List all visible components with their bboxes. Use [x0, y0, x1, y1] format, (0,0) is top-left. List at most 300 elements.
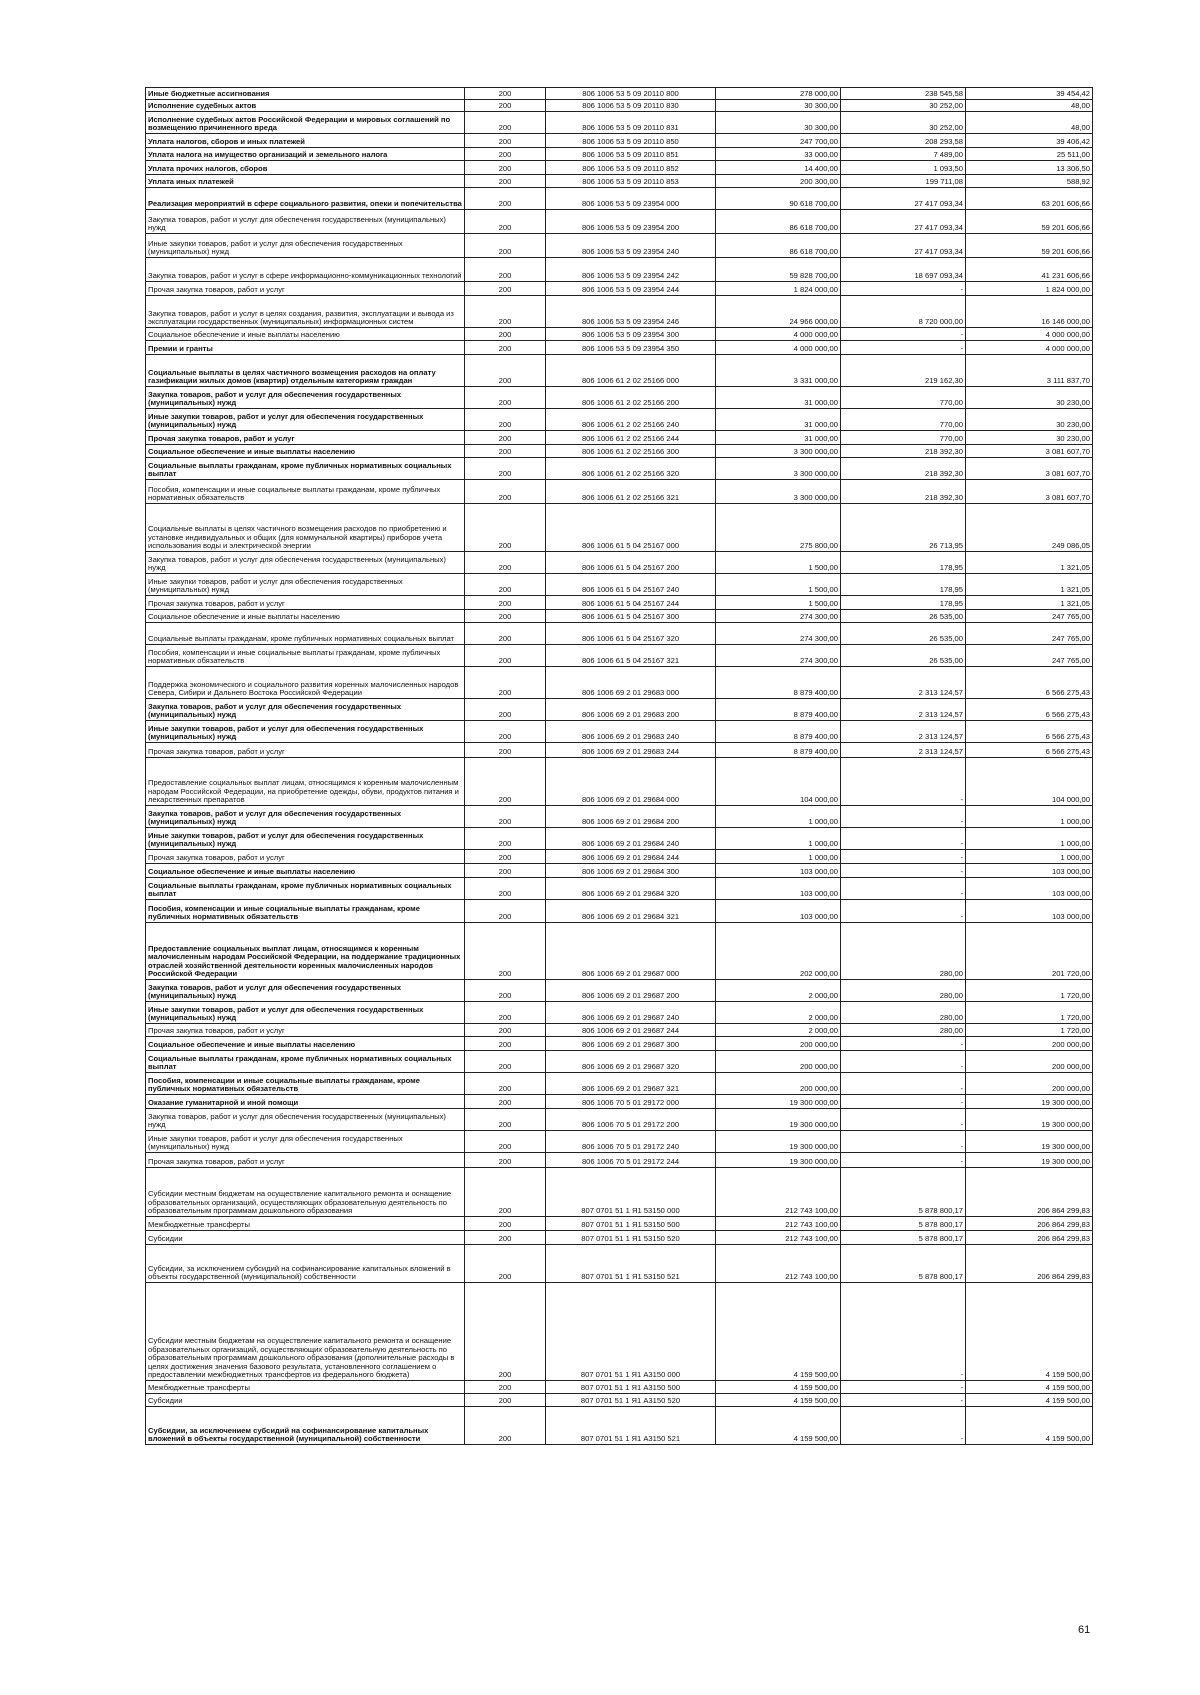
row-name-cell: Прочая закупка товаров, работ и услуг: [146, 596, 465, 610]
row-classification-cell: 806 1006 53 5 09 23954 000: [546, 188, 716, 210]
row-executed-cell: -: [841, 758, 966, 806]
row-remaining-cell: 200 000,00: [966, 1073, 1093, 1095]
row-remaining-cell: 247 765,00: [966, 645, 1093, 667]
row-approved-cell: 200 300,00: [716, 175, 841, 188]
row-code-cell: 200: [465, 878, 546, 900]
row-remaining-cell: 19 300 000,00: [966, 1131, 1093, 1153]
row-approved-cell: 274 300,00: [716, 610, 841, 623]
row-code-cell: 200: [465, 296, 546, 328]
table-row: [146, 900, 1093, 923]
row-name-cell: Закупка товаров, работ и услуг для обеспечения государственных (муниципальных) нужд: [146, 387, 465, 409]
row-name-cell: Социальные выплаты гражданам, кроме публичных нормативных социальных выплат: [146, 1051, 465, 1073]
table-row: [146, 610, 1093, 623]
row-name-cell: Закупка товаров, работ и услуг для обеспечения государственных (муниципальных) нужд: [146, 699, 465, 721]
row-remaining-cell: 6 566 275,43: [966, 667, 1093, 699]
row-remaining-cell: 1 321,05: [966, 552, 1093, 574]
row-executed-cell: 280,00: [841, 923, 966, 980]
row-executed-cell: 2 313 124,57: [841, 699, 966, 721]
row-remaining-cell: 4 000 000,00: [966, 328, 1093, 341]
row-classification-cell: 806 1006 70 5 01 29172 240: [546, 1131, 716, 1153]
table-row: [146, 148, 1093, 161]
row-classification-cell: 806 1006 69 2 01 29687 321: [546, 1073, 716, 1095]
row-name-cell: Пособия, компенсации и иные социальные выплаты гражданам, кроме публичных нормативных обязательств: [146, 480, 465, 504]
row-remaining-cell: 6 566 275,43: [966, 743, 1093, 758]
table-row: [146, 574, 1093, 596]
row-classification-cell: 806 1006 69 2 01 29684 320: [546, 878, 716, 900]
row-code-cell: 200: [465, 458, 546, 480]
table-row: [146, 355, 1093, 387]
table-row: [146, 88, 1093, 100]
row-name-cell: Премии и гранты: [146, 341, 465, 355]
row-code-cell: 200: [465, 596, 546, 610]
row-name-cell: Иные закупки товаров, работ и услуг для обеспечения государственных (муниципальных) нужд: [146, 721, 465, 743]
row-classification-cell: 806 1006 69 2 01 29684 000: [546, 758, 716, 806]
row-remaining-cell: 200 000,00: [966, 1051, 1093, 1073]
row-classification-cell: 806 1006 53 5 09 23954 240: [546, 234, 716, 258]
row-remaining-cell: 206 864 299,83: [966, 1245, 1093, 1283]
row-code-cell: 200: [465, 1231, 546, 1245]
row-name-cell: Субсидии: [146, 1231, 465, 1245]
row-code-cell: 200: [465, 1109, 546, 1131]
row-code-cell: 200: [465, 806, 546, 828]
row-name-cell: Предоставление социальных выплат лицам, относящимся к коренным малочисленным народам Российской Федерации, на приобретение одежды, обуви, продуктов питания и лекарственных препаратов: [146, 758, 465, 806]
row-executed-cell: -: [841, 878, 966, 900]
row-approved-cell: 30 300,00: [716, 100, 841, 112]
row-approved-cell: 4 159 500,00: [716, 1381, 841, 1394]
row-approved-cell: 14 400,00: [716, 161, 841, 175]
table-row: [146, 1283, 1093, 1381]
row-approved-cell: 212 743 100,00: [716, 1231, 841, 1245]
table-row: [146, 828, 1093, 850]
row-code-cell: 200: [465, 1381, 546, 1394]
row-code-cell: 200: [465, 210, 546, 234]
table-row: [146, 645, 1093, 667]
row-classification-cell: 806 1006 53 5 09 20110 850: [546, 134, 716, 148]
row-name-cell: Уплата иных платежей: [146, 175, 465, 188]
row-approved-cell: 1 000,00: [716, 850, 841, 864]
row-approved-cell: 278 000,00: [716, 88, 841, 100]
row-approved-cell: 8 879 400,00: [716, 667, 841, 699]
row-code-cell: 200: [465, 864, 546, 878]
row-code-cell: 200: [465, 134, 546, 148]
row-approved-cell: 3 300 000,00: [716, 445, 841, 458]
row-name-cell: Социальные выплаты в целях частичного возмещения расходов на оплату газификации жилых домов (квартир) отдельным категориям граждан: [146, 355, 465, 387]
row-name-cell: Иные закупки товаров, работ и услуг для обеспечения государственных (муниципальных) нужд: [146, 828, 465, 850]
row-executed-cell: 2 313 124,57: [841, 667, 966, 699]
row-name-cell: Иные закупки товаров, работ и услуг для обеспечения государственных (муниципальных) нужд: [146, 409, 465, 431]
row-code-cell: 200: [465, 743, 546, 758]
row-approved-cell: 19 300 000,00: [716, 1131, 841, 1153]
row-classification-cell: 806 1006 69 2 01 29687 000: [546, 923, 716, 980]
table-row: [146, 112, 1093, 134]
row-approved-cell: 86 618 700,00: [716, 234, 841, 258]
table-row: [146, 328, 1093, 341]
row-code-cell: 200: [465, 900, 546, 923]
row-executed-cell: -: [841, 1381, 966, 1394]
row-name-cell: Социальные выплаты гражданам, кроме публичных нормативных социальных выплат: [146, 458, 465, 480]
row-code-cell: 200: [465, 100, 546, 112]
row-approved-cell: 274 300,00: [716, 623, 841, 645]
row-remaining-cell: 30 230,00: [966, 409, 1093, 431]
row-approved-cell: 2 000,00: [716, 1024, 841, 1037]
row-code-cell: 200: [465, 504, 546, 552]
row-classification-cell: 806 1006 53 5 09 20110 830: [546, 100, 716, 112]
row-classification-cell: 806 1006 69 2 01 29683 200: [546, 699, 716, 721]
row-name-cell: Прочая закупка товаров, работ и услуг: [146, 743, 465, 758]
row-executed-cell: 30 252,00: [841, 112, 966, 134]
row-classification-cell: 806 1006 69 2 01 29683 000: [546, 667, 716, 699]
table-row: [146, 341, 1093, 355]
row-name-cell: Поддержка экономического и социального развития коренных малочисленных народов Севера, Сибири и Дальнего Востока Российской Федерации: [146, 667, 465, 699]
row-executed-cell: -: [841, 864, 966, 878]
table-row: [146, 258, 1093, 282]
table-row: [146, 1024, 1093, 1037]
row-remaining-cell: 3 081 607,70: [966, 445, 1093, 458]
row-executed-cell: -: [841, 282, 966, 296]
row-name-cell: Пособия, компенсации и иные социальные выплаты гражданам, кроме публичных нормативных обязательств: [146, 900, 465, 923]
row-classification-cell: 806 1006 53 5 09 23954 200: [546, 210, 716, 234]
row-approved-cell: 212 743 100,00: [716, 1245, 841, 1283]
row-classification-cell: 806 1006 53 5 09 20110 851: [546, 148, 716, 161]
row-remaining-cell: 39 454,42: [966, 88, 1093, 100]
row-approved-cell: 4 159 500,00: [716, 1283, 841, 1381]
row-executed-cell: 280,00: [841, 980, 966, 1002]
row-remaining-cell: 4 159 500,00: [966, 1394, 1093, 1407]
row-approved-cell: 2 000,00: [716, 980, 841, 1002]
row-classification-cell: 806 1006 69 2 01 29687 240: [546, 1002, 716, 1024]
row-classification-cell: 806 1006 69 2 01 29683 240: [546, 721, 716, 743]
row-name-cell: Закупка товаров, работ и услуг для обеспечения государственных (муниципальных) нужд: [146, 806, 465, 828]
row-executed-cell: 208 293,58: [841, 134, 966, 148]
row-code-cell: 200: [465, 341, 546, 355]
row-name-cell: Прочая закупка товаров, работ и услуг: [146, 850, 465, 864]
row-approved-cell: 19 300 000,00: [716, 1153, 841, 1168]
row-remaining-cell: 19 300 000,00: [966, 1153, 1093, 1168]
row-executed-cell: 770,00: [841, 431, 966, 445]
row-name-cell: Прочая закупка товаров, работ и услуг: [146, 282, 465, 296]
row-code-cell: 200: [465, 188, 546, 210]
row-executed-cell: -: [841, 1109, 966, 1131]
row-name-cell: Прочая закупка товаров, работ и услуг: [146, 431, 465, 445]
row-remaining-cell: 3 081 607,70: [966, 458, 1093, 480]
row-code-cell: 200: [465, 667, 546, 699]
row-remaining-cell: 1 000,00: [966, 828, 1093, 850]
row-executed-cell: -: [841, 806, 966, 828]
table-row: [146, 445, 1093, 458]
row-approved-cell: 19 300 000,00: [716, 1095, 841, 1109]
row-code-cell: 200: [465, 1283, 546, 1381]
row-remaining-cell: 1 321,05: [966, 574, 1093, 596]
row-approved-cell: 24 966 000,00: [716, 296, 841, 328]
row-approved-cell: 4 000 000,00: [716, 328, 841, 341]
row-code-cell: 200: [465, 1153, 546, 1168]
row-code-cell: 200: [465, 1131, 546, 1153]
page-number: 61: [1078, 1624, 1091, 1636]
row-name-cell: Иные закупки товаров, работ и услуг для обеспечения государственных (муниципальных) нужд: [146, 1131, 465, 1153]
row-remaining-cell: 4 159 500,00: [966, 1283, 1093, 1381]
row-approved-cell: 31 000,00: [716, 409, 841, 431]
row-classification-cell: 806 1006 53 5 09 23954 242: [546, 258, 716, 282]
row-code-cell: 200: [465, 1168, 546, 1217]
row-name-cell: Иные закупки товаров, работ и услуг для обеспечения государственных (муниципальных) нужд: [146, 574, 465, 596]
row-classification-cell: 806 1006 70 5 01 29172 200: [546, 1109, 716, 1131]
table-row: [146, 234, 1093, 258]
row-name-cell: Социальные выплаты гражданам, кроме публичных нормативных социальных выплат: [146, 623, 465, 645]
row-executed-cell: -: [841, 341, 966, 355]
row-classification-cell: 806 1006 61 2 02 25166 300: [546, 445, 716, 458]
row-name-cell: Закупка товаров, работ и услуг в целях создания, развития, эксплуатации и вывода из эксплуатации государственных (муниципальных) информационных систем: [146, 296, 465, 328]
row-executed-cell: 5 878 800,17: [841, 1231, 966, 1245]
row-name-cell: Социальные выплаты гражданам, кроме публичных нормативных социальных выплат: [146, 878, 465, 900]
row-approved-cell: 8 879 400,00: [716, 721, 841, 743]
row-approved-cell: 103 000,00: [716, 900, 841, 923]
row-name-cell: Субсидии, за исключением субсидий на софинансирование капитальных вложений в объекты государственной (муниципальной) собственности: [146, 1407, 465, 1445]
row-code-cell: 200: [465, 645, 546, 667]
row-classification-cell: 806 1006 69 2 01 29687 200: [546, 980, 716, 1002]
row-remaining-cell: 3 081 607,70: [966, 480, 1093, 504]
row-approved-cell: 19 300 000,00: [716, 1109, 841, 1131]
row-code-cell: 200: [465, 758, 546, 806]
row-remaining-cell: 30 230,00: [966, 431, 1093, 445]
row-remaining-cell: 16 146 000,00: [966, 296, 1093, 328]
row-executed-cell: 2 313 124,57: [841, 721, 966, 743]
row-code-cell: 200: [465, 480, 546, 504]
table-row: [146, 296, 1093, 328]
table-row: [146, 1381, 1093, 1394]
table-row: [146, 1037, 1093, 1051]
row-name-cell: Межбюджетные трансферты: [146, 1217, 465, 1231]
row-name-cell: Социальное обеспечение и иные выплаты населению: [146, 610, 465, 623]
row-approved-cell: 31 000,00: [716, 387, 841, 409]
table-row: [146, 175, 1093, 188]
row-remaining-cell: 13 306,50: [966, 161, 1093, 175]
row-approved-cell: 212 743 100,00: [716, 1217, 841, 1231]
row-remaining-cell: 1 720,00: [966, 1002, 1093, 1024]
row-code-cell: 200: [465, 1245, 546, 1283]
row-approved-cell: 103 000,00: [716, 864, 841, 878]
row-executed-cell: -: [841, 828, 966, 850]
row-code-cell: 200: [465, 234, 546, 258]
row-approved-cell: 4 000 000,00: [716, 341, 841, 355]
row-remaining-cell: 206 864 299,83: [966, 1168, 1093, 1217]
row-classification-cell: 806 1006 53 5 09 20110 853: [546, 175, 716, 188]
row-classification-cell: 806 1006 70 5 01 29172 244: [546, 1153, 716, 1168]
row-approved-cell: 4 159 500,00: [716, 1407, 841, 1445]
row-classification-cell: 806 1006 69 2 01 29687 244: [546, 1024, 716, 1037]
row-classification-cell: 806 1006 70 5 01 29172 000: [546, 1095, 716, 1109]
row-executed-cell: 5 878 800,17: [841, 1217, 966, 1231]
row-name-cell: Субсидии местным бюджетам на осуществление капитального ремонта и оснащение образовательных организаций, осуществляющих образовательную деятельность по образовательным программам дошкольного образования (дополнительные расходы в целях достижения значения базового результата, установленного соглашением о предоставлении межбюджетных трансфертов из федерального бюджета): [146, 1283, 465, 1381]
table-row: [146, 1002, 1093, 1024]
table-row: [146, 864, 1093, 878]
row-approved-cell: 275 800,00: [716, 504, 841, 552]
table-row: [146, 1217, 1093, 1231]
row-name-cell: Закупка товаров, работ и услуг в сфере информационно-коммуникационных технологий: [146, 258, 465, 282]
row-executed-cell: 770,00: [841, 409, 966, 431]
row-executed-cell: 218 392,30: [841, 458, 966, 480]
row-remaining-cell: 1 720,00: [966, 1024, 1093, 1037]
row-name-cell: Уплата прочих налогов, сборов: [146, 161, 465, 175]
row-approved-cell: 4 159 500,00: [716, 1394, 841, 1407]
table-row: [146, 480, 1093, 504]
row-name-cell: Уплата налогов, сборов и иных платежей: [146, 134, 465, 148]
row-executed-cell: 218 392,30: [841, 445, 966, 458]
row-approved-cell: 3 300 000,00: [716, 458, 841, 480]
row-classification-cell: 806 1006 69 2 01 29683 244: [546, 743, 716, 758]
row-name-cell: Оказание гуманитарной и иной помощи: [146, 1095, 465, 1109]
row-approved-cell: 31 000,00: [716, 431, 841, 445]
row-executed-cell: 178,95: [841, 552, 966, 574]
row-code-cell: 200: [465, 1095, 546, 1109]
row-name-cell: Прочая закупка товаров, работ и услуг: [146, 1153, 465, 1168]
table-row: [146, 1245, 1093, 1283]
row-classification-cell: 806 1006 69 2 01 29687 300: [546, 1037, 716, 1051]
row-code-cell: 200: [465, 828, 546, 850]
row-code-cell: 200: [465, 431, 546, 445]
row-approved-cell: 30 300,00: [716, 112, 841, 134]
row-remaining-cell: 1 000,00: [966, 850, 1093, 864]
row-name-cell: Закупка товаров, работ и услуг для обеспечения государственных (муниципальных) нужд: [146, 210, 465, 234]
row-executed-cell: 199 711,08: [841, 175, 966, 188]
row-classification-cell: 806 1006 61 2 02 25166 200: [546, 387, 716, 409]
row-executed-cell: -: [841, 1073, 966, 1095]
row-executed-cell: -: [841, 900, 966, 923]
row-executed-cell: -: [841, 1131, 966, 1153]
row-executed-cell: 26 535,00: [841, 645, 966, 667]
row-name-cell: Социальное обеспечение и иные выплаты населению: [146, 864, 465, 878]
row-code-cell: 200: [465, 721, 546, 743]
row-name-cell: Социальные выплаты в целях частичного возмещения расходов по приобретению и установке индивидуальных и общих (для коммунальной квартиры) приборов учета использования воды и электрической энергии: [146, 504, 465, 552]
table-row: [146, 806, 1093, 828]
row-remaining-cell: 19 300 000,00: [966, 1109, 1093, 1131]
row-approved-cell: 3 300 000,00: [716, 480, 841, 504]
row-code-cell: 200: [465, 445, 546, 458]
row-executed-cell: 178,95: [841, 574, 966, 596]
row-executed-cell: 8 720 000,00: [841, 296, 966, 328]
row-classification-cell: 806 1006 61 5 04 25167 200: [546, 552, 716, 574]
row-code-cell: 200: [465, 1073, 546, 1095]
row-name-cell: Межбюджетные трансферты: [146, 1381, 465, 1394]
row-remaining-cell: 206 864 299,83: [966, 1217, 1093, 1231]
table-row: [146, 552, 1093, 574]
row-approved-cell: 212 743 100,00: [716, 1168, 841, 1217]
row-approved-cell: 2 000,00: [716, 1002, 841, 1024]
row-executed-cell: -: [841, 328, 966, 341]
row-executed-cell: 18 697 093,34: [841, 258, 966, 282]
budget-execution-table: [145, 87, 1093, 1445]
row-remaining-cell: 41 231 606,66: [966, 258, 1093, 282]
row-name-cell: Субсидии, за исключением субсидий на софинансирование капитальных вложений в объекты государственной (муниципальной) собственности: [146, 1245, 465, 1283]
row-remaining-cell: 25 511,00: [966, 148, 1093, 161]
row-classification-cell: 807 0701 51 1 Я1 А3150 520: [546, 1394, 716, 1407]
row-remaining-cell: 1 321,05: [966, 596, 1093, 610]
row-name-cell: Уплата налога на имущество организаций и земельного налога: [146, 148, 465, 161]
row-approved-cell: 1 000,00: [716, 828, 841, 850]
row-code-cell: 200: [465, 699, 546, 721]
row-approved-cell: 1 824 000,00: [716, 282, 841, 296]
row-name-cell: Исполнение судебных актов Российской Федерации и мировых соглашений по возмещению причиненного вреда: [146, 112, 465, 134]
row-code-cell: 200: [465, 1051, 546, 1073]
row-remaining-cell: 59 201 606,66: [966, 234, 1093, 258]
row-classification-cell: 806 1006 61 5 04 25167 000: [546, 504, 716, 552]
row-name-cell: Иные бюджетные ассигнования: [146, 88, 465, 100]
table-row: [146, 431, 1093, 445]
table-row: [146, 623, 1093, 645]
row-executed-cell: 280,00: [841, 1002, 966, 1024]
row-name-cell: Социальное обеспечение и иные выплаты населению: [146, 1037, 465, 1051]
row-classification-cell: 807 0701 51 1 Я1 А3150 500: [546, 1381, 716, 1394]
row-classification-cell: 806 1006 53 5 09 20110 800: [546, 88, 716, 100]
row-remaining-cell: 1 824 000,00: [966, 282, 1093, 296]
row-remaining-cell: 201 720,00: [966, 923, 1093, 980]
table-row: [146, 161, 1093, 175]
table-row: [146, 980, 1093, 1002]
table-row: [146, 923, 1093, 980]
row-remaining-cell: 30 230,00: [966, 387, 1093, 409]
row-code-cell: 200: [465, 1407, 546, 1445]
row-code-cell: 200: [465, 88, 546, 100]
row-classification-cell: 806 1006 69 2 01 29684 200: [546, 806, 716, 828]
row-remaining-cell: 4 000 000,00: [966, 341, 1093, 355]
row-remaining-cell: 19 300 000,00: [966, 1095, 1093, 1109]
row-executed-cell: -: [841, 1153, 966, 1168]
row-approved-cell: 1 500,00: [716, 574, 841, 596]
row-approved-cell: 3 331 000,00: [716, 355, 841, 387]
table-row: [146, 282, 1093, 296]
row-code-cell: 200: [465, 1217, 546, 1231]
row-remaining-cell: 1 000,00: [966, 806, 1093, 828]
row-approved-cell: 200 000,00: [716, 1051, 841, 1073]
row-executed-cell: 27 417 093,34: [841, 188, 966, 210]
row-classification-cell: 806 1006 69 2 01 29687 320: [546, 1051, 716, 1073]
row-classification-cell: 806 1006 61 5 04 25167 321: [546, 645, 716, 667]
row-remaining-cell: 39 406,42: [966, 134, 1093, 148]
row-classification-cell: 806 1006 53 5 09 20110 831: [546, 112, 716, 134]
table-body: [146, 88, 1093, 1445]
row-remaining-cell: 206 864 299,83: [966, 1231, 1093, 1245]
row-executed-cell: 219 162,30: [841, 355, 966, 387]
row-code-cell: 200: [465, 387, 546, 409]
row-remaining-cell: 63 201 606,66: [966, 188, 1093, 210]
table-row: [146, 100, 1093, 112]
table-row: [146, 1095, 1093, 1109]
row-code-cell: 200: [465, 161, 546, 175]
row-remaining-cell: 104 000,00: [966, 758, 1093, 806]
row-code-cell: 200: [465, 574, 546, 596]
table-row: [146, 387, 1093, 409]
row-classification-cell: 806 1006 53 5 09 23954 300: [546, 328, 716, 341]
table-row: [146, 188, 1093, 210]
row-name-cell: Закупка товаров, работ и услуг для обеспечения государственных (муниципальных) нужд: [146, 1109, 465, 1131]
row-remaining-cell: 6 566 275,43: [966, 699, 1093, 721]
row-classification-cell: 807 0701 51 1 Я1 53150 520: [546, 1231, 716, 1245]
row-executed-cell: 30 252,00: [841, 100, 966, 112]
row-name-cell: Пособия, компенсации и иные социальные выплаты гражданам, кроме публичных нормативных обязательств: [146, 645, 465, 667]
row-classification-cell: 806 1006 53 5 09 23954 350: [546, 341, 716, 355]
row-approved-cell: 103 000,00: [716, 878, 841, 900]
table-row: [146, 721, 1093, 743]
row-remaining-cell: 249 086,05: [966, 504, 1093, 552]
row-classification-cell: 806 1006 61 5 04 25167 300: [546, 610, 716, 623]
row-executed-cell: 2 313 124,57: [841, 743, 966, 758]
row-name-cell: Прочая закупка товаров, работ и услуг: [146, 1024, 465, 1037]
row-executed-cell: 7 489,00: [841, 148, 966, 161]
row-approved-cell: 274 300,00: [716, 645, 841, 667]
row-remaining-cell: 103 000,00: [966, 900, 1093, 923]
table-row: [146, 667, 1093, 699]
table-row: [146, 1168, 1093, 1217]
row-remaining-cell: 1 720,00: [966, 980, 1093, 1002]
